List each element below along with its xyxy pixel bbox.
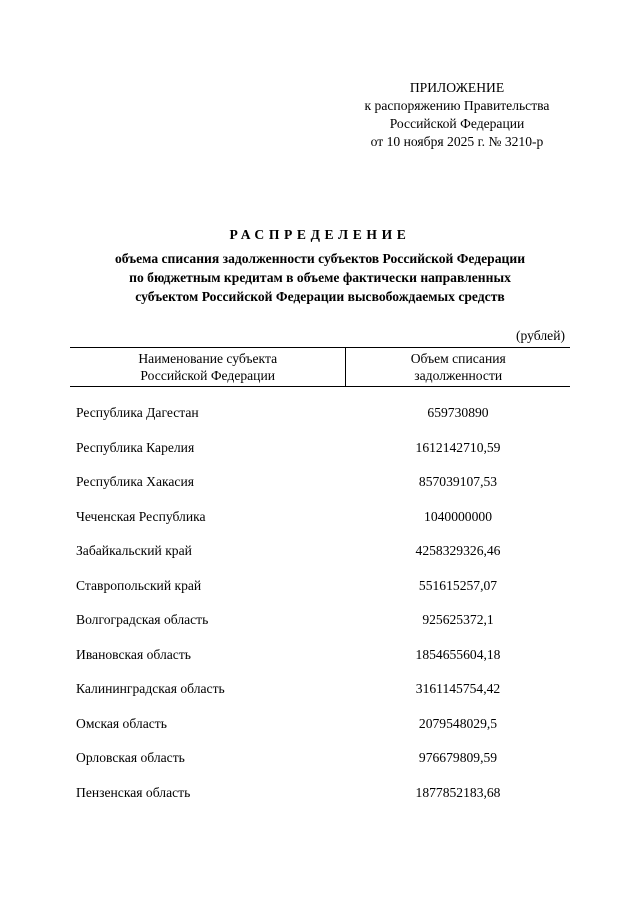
table-header — [70, 347, 570, 387]
table-row — [70, 542, 570, 577]
region-name: Республика Дагестан — [76, 405, 199, 420]
writeoff-amount: 2079548029,5 — [418, 715, 498, 731]
table-row — [70, 646, 570, 681]
header-region-line: Наименование субъекта — [138, 351, 278, 366]
region-name: Забайкальский край — [76, 543, 192, 558]
region-name: Чеченская Республика — [76, 508, 206, 524]
writeoff-amount: 1877852183,68 — [415, 784, 501, 800]
header-region-line: Российской Федерации — [140, 368, 276, 383]
region-name: Орловская область — [76, 750, 185, 765]
region-name: Республика Карелия — [76, 439, 195, 455]
writeoff-amount: 551615257,07 — [418, 577, 498, 593]
region-name: Омская область — [76, 715, 167, 731]
subtitle-line: субъектом Российской Федерации высвобождаемых средств — [135, 289, 505, 304]
units-label: (рублей) — [516, 328, 565, 343]
region-name: Республика Хакасия — [76, 474, 194, 489]
writeoff-amount: 976679809,59 — [418, 750, 498, 765]
writeoff-amount: 1612142710,59 — [415, 439, 501, 455]
table-row — [70, 611, 570, 646]
region-name: Ставропольский край — [76, 577, 202, 593]
document-subtitle — [0, 249, 640, 306]
table-row — [70, 715, 570, 750]
writeoff-amount: 857039107,53 — [418, 474, 498, 489]
appendix-decree-line: к распоряжению Правительства — [364, 98, 550, 113]
region-name: Волгоградская область — [76, 612, 209, 627]
table-row — [70, 749, 570, 784]
distribution-table — [70, 347, 570, 818]
region-name: Пензенская область — [76, 784, 191, 800]
table-body — [70, 387, 570, 818]
document-title: РАСПРЕДЕЛЕНИЕ — [229, 227, 411, 242]
header-writeoff-amount — [346, 348, 570, 386]
table-row — [70, 784, 570, 819]
appendix-label: ПРИЛОЖЕНИЕ — [409, 80, 505, 95]
header-amount-line: задолженности — [414, 368, 503, 383]
table-row — [70, 404, 570, 439]
writeoff-amount: 1854655604,18 — [415, 646, 501, 662]
subtitle-line: по бюджетным кредитам в объеме фактически направленных — [129, 270, 511, 285]
region-name: Калининградская область — [76, 681, 225, 696]
writeoff-amount: 3161145754,42 — [415, 681, 501, 696]
table-row — [70, 508, 570, 543]
writeoff-amount: 4258329326,46 — [415, 543, 501, 558]
writeoff-amount: 1040000000 — [424, 508, 492, 524]
appendix-government-line: Российской Федерации — [389, 116, 525, 131]
table-row — [70, 439, 570, 474]
header-amount-line: Объем списания — [410, 351, 506, 366]
subtitle-line: объема списания задолженности субъектов Российской Федерации — [114, 251, 526, 266]
region-name: Ивановская область — [76, 646, 191, 662]
table-row — [70, 473, 570, 508]
writeoff-amount: 925625372,1 — [422, 612, 494, 627]
appendix-date-number: от 10 ноября 2025 г. № 3210-р — [370, 134, 544, 149]
writeoff-amount: 659730890 — [427, 405, 489, 420]
header-region-name — [70, 348, 346, 386]
table-row — [70, 577, 570, 612]
table-row — [70, 680, 570, 715]
appendix-header — [330, 79, 584, 151]
